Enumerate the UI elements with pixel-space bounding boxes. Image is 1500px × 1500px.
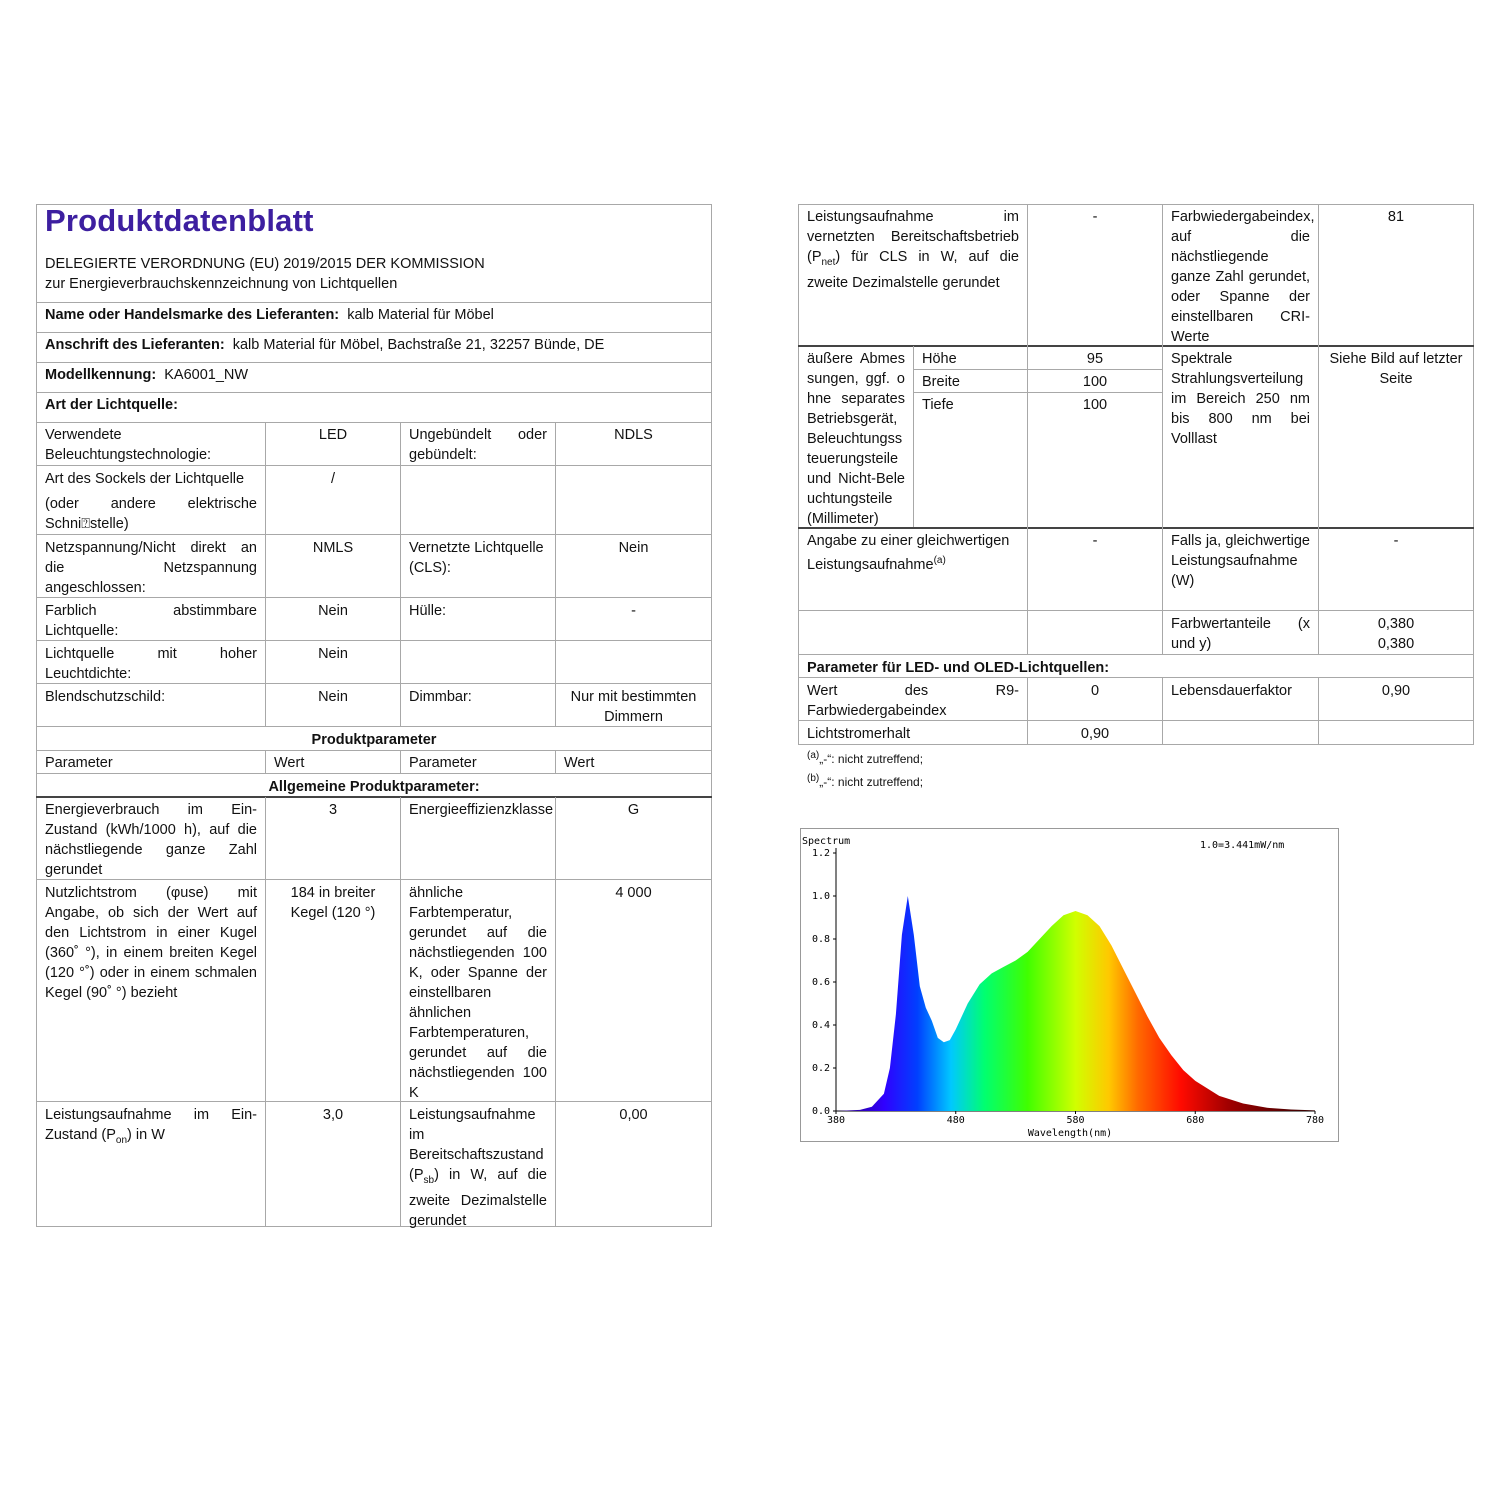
chroma-x: 0,380 bbox=[1377, 616, 1415, 632]
supplier-address-label: Anschrift des Lieferanten: bbox=[45, 337, 225, 353]
cap-label-line1: Art des Sockels der Lichtquelle bbox=[45, 471, 245, 487]
mains-value: NMLS bbox=[312, 540, 354, 556]
width-label: Breite bbox=[922, 374, 960, 390]
spd-label: Spektrale Strahlungsverteilung im Bereich 250 nm bis 800 nm bei Volllast bbox=[1171, 351, 1310, 447]
hld-label: Lichtquelle mit hoher Leuchtdichte: bbox=[45, 646, 257, 682]
general-params-header: Allgemeine Produktparameter: bbox=[268, 779, 480, 795]
model-value: KA6001_NW bbox=[164, 367, 249, 383]
tech-label: Verwendete Beleuchtungstechnologie: bbox=[45, 427, 212, 463]
shield-label: Blendschutzschild: bbox=[45, 689, 166, 705]
depth-label: Tiefe bbox=[922, 397, 954, 413]
cri-value: 81 bbox=[1387, 209, 1405, 225]
equiv-w-value: - bbox=[1393, 533, 1399, 549]
energy-label: Energieverbrauch im Ein-Zustand (kWh/1000 h), auf die nächstliegende ganze Zahl gerundet bbox=[45, 802, 257, 878]
flux-value: 184 in breiter Kegel (120 °) bbox=[290, 885, 376, 921]
cri-label: Farbwiedergabeindex, auf die nächstliegende ganze Zahl gerundet, oder Spanne der einstellbaren CRI-Werte bbox=[1171, 209, 1315, 345]
focused-value: NDLS bbox=[614, 427, 653, 443]
model-label: Modellkennung: bbox=[45, 367, 157, 383]
x-tick-label: 380 bbox=[826, 1115, 846, 1126]
supplier-name-value: kalb Material für Möbel bbox=[347, 307, 494, 323]
energy-value: 3 bbox=[328, 802, 338, 818]
y-tick-label: 0.8 bbox=[811, 934, 830, 945]
footnote-b: $^{(b)}$„-“: nicht zutreffend; bbox=[807, 773, 924, 789]
regulation-text: DELEGIERTE VERORDNUNG (EU) 2019/2015 DER KOMMISSION zur Energieverbrauchskennzeichnung von Lichtquellen bbox=[45, 256, 485, 292]
y-tick-label: 0.0 bbox=[811, 1106, 830, 1117]
energy-class-label: Energieeffizienzklasse bbox=[409, 802, 554, 818]
chart-scale-note: 1.0=3.441mW/nm bbox=[1200, 840, 1285, 851]
x-tick-label: 780 bbox=[1305, 1115, 1325, 1126]
chroma-label: Farbwertanteile (x und y) bbox=[1171, 616, 1310, 652]
psb-label: Leistungsaufnahme im Bereitschaftszustand $(P_{sb})$ in W, auf die zweite Dezimalstelle gerundet bbox=[409, 1107, 547, 1229]
envelope-value: - bbox=[631, 603, 636, 619]
dimmable-value: Nur mit bestimmten Dimmern bbox=[570, 689, 697, 725]
chroma-y: 0,380 bbox=[1377, 636, 1415, 652]
energy-class-value: G bbox=[627, 802, 640, 818]
spd-value: Siehe Bild auf letzter Seite bbox=[1329, 351, 1463, 387]
light-source-type-header: Art der Lichtquelle: bbox=[45, 397, 178, 413]
width-value: 100 bbox=[1082, 374, 1108, 390]
cls-label: Vernetzte Lichtquelle (CLS): bbox=[409, 540, 544, 576]
cap-label-line2: (oder andere elektrische Schni⍰stelle) bbox=[45, 496, 257, 532]
pnet-value: - bbox=[1092, 209, 1098, 225]
hld-value: Nein bbox=[318, 646, 348, 662]
supplier-name-label: Name oder Handelsmarke des Lieferanten: bbox=[45, 307, 340, 323]
supplier-address-row bbox=[37, 332, 711, 358]
height-value: 95 bbox=[1086, 351, 1104, 367]
spectrum-chart bbox=[800, 828, 1342, 1144]
flux-label: Nutzlichtstrom (φuse) mit Angabe, ob sich der Wert auf den Lichtstrom in einer Kugel (360˚ °), in einem breiten Kegel (120 °˚) oder in einem schmalen Kegel (90˚ °) bezieht bbox=[45, 885, 257, 1001]
lumen-maint-label: Lichtstromerhalt bbox=[807, 726, 911, 742]
cls-value: Nein bbox=[618, 540, 649, 556]
envelope-label: Hülle: bbox=[409, 603, 447, 619]
survival-label: Lebensdauerfaktor bbox=[1171, 683, 1292, 699]
x-tick-label: 480 bbox=[946, 1115, 965, 1126]
x-tick-label: 580 bbox=[1066, 1115, 1085, 1126]
color-tunable-value: Nein bbox=[318, 603, 348, 619]
survival-value: 0,90 bbox=[1381, 683, 1411, 699]
chroma-values bbox=[1319, 611, 1473, 657]
psb-value: 0,00 bbox=[619, 1107, 648, 1123]
y-tick-label: 0.4 bbox=[811, 1020, 830, 1031]
col-value-1: Wert bbox=[274, 755, 305, 771]
dimmable-label: Dimmbar: bbox=[409, 689, 472, 705]
col-param-2: Parameter bbox=[409, 755, 477, 771]
height-label: Höhe bbox=[922, 351, 957, 367]
y-tick-label: 0.2 bbox=[811, 1063, 830, 1074]
r9-label: Wert des R9-Farbwiedergabeindex bbox=[807, 683, 1019, 719]
shield-value: Nein bbox=[318, 689, 348, 705]
equiv-label: Angabe zu einer gleichwertigen Leistungsaufnahme$^{(a)}$ bbox=[807, 533, 1010, 573]
cct-label: ähnliche Farbtemperatur, gerundet auf die nächstliegenden 100 K, oder Spanne der einstellbaren ähnlichen Farbtemperaturen, gerundet auf die nächstliegenden 100 K bbox=[409, 885, 547, 1101]
col-value-2: Wert bbox=[564, 755, 595, 771]
equiv-w-label: Falls ja, gleichwertige Leistungsaufnahme (W) bbox=[1171, 533, 1310, 589]
lumen-maint-value: 0,90 bbox=[1080, 726, 1110, 742]
color-tunable-label: Farblich abstimmbare Lichtquelle: bbox=[45, 603, 257, 639]
led-params-header: Parameter für LED- und OLED-Lichtquellen: bbox=[807, 660, 1110, 676]
y-tick-label: 1.0 bbox=[811, 891, 830, 902]
x-axis-label: Wavelength(nm) bbox=[1027, 1128, 1113, 1139]
r9-value: 0 bbox=[1090, 683, 1100, 699]
cap-value: / bbox=[330, 471, 336, 487]
model-row bbox=[37, 362, 711, 388]
depth-value: 100 bbox=[1082, 397, 1108, 413]
cct-value: 4 000 bbox=[615, 885, 652, 901]
y-tick-label: 0.6 bbox=[811, 977, 830, 988]
product-params-header: Produktparameter bbox=[311, 732, 437, 748]
pon-value: 3,0 bbox=[322, 1107, 344, 1123]
x-tick-label: 680 bbox=[1186, 1115, 1205, 1126]
footnote-a: $^{(a)}$„-“: nicht zutreffend; bbox=[807, 750, 924, 766]
dims-label: äußere Abmessungen, ggf. ohne separates Betriebsgerät, Beleuchtungssteuerungsteile und Nicht-Beleuchtungsteile (Millimeter) bbox=[807, 351, 905, 527]
col-param-1: Parameter bbox=[45, 755, 113, 771]
y-tick-label: 1.2 bbox=[811, 848, 830, 859]
supplier-address-value: kalb Material für Möbel, Bachstraße 21, 32257 Bünde, DE bbox=[232, 337, 605, 353]
pon-label: Leistungsaufnahme im Ein-Zustand $(P_{on})$ in W bbox=[45, 1107, 257, 1146]
tech-value: LED bbox=[318, 427, 348, 443]
pnet-label: Leistungsaufnahme im vernetzten Bereitschaftsbetrieb $(P_{net})$ für CLS in W, auf die zweite Dezimalstelle gerundet bbox=[807, 209, 1019, 291]
focused-label: Ungebündelt oder gebündelt: bbox=[409, 427, 547, 463]
equiv-value: - bbox=[1092, 533, 1098, 549]
supplier-name-row bbox=[37, 302, 711, 328]
chart-title: Spectrum bbox=[802, 836, 851, 847]
page-title: Produktdatenblatt bbox=[45, 203, 314, 238]
mains-label: Netzspannung/Nicht direkt an die Netzspannung angeschlossen: bbox=[45, 540, 257, 596]
